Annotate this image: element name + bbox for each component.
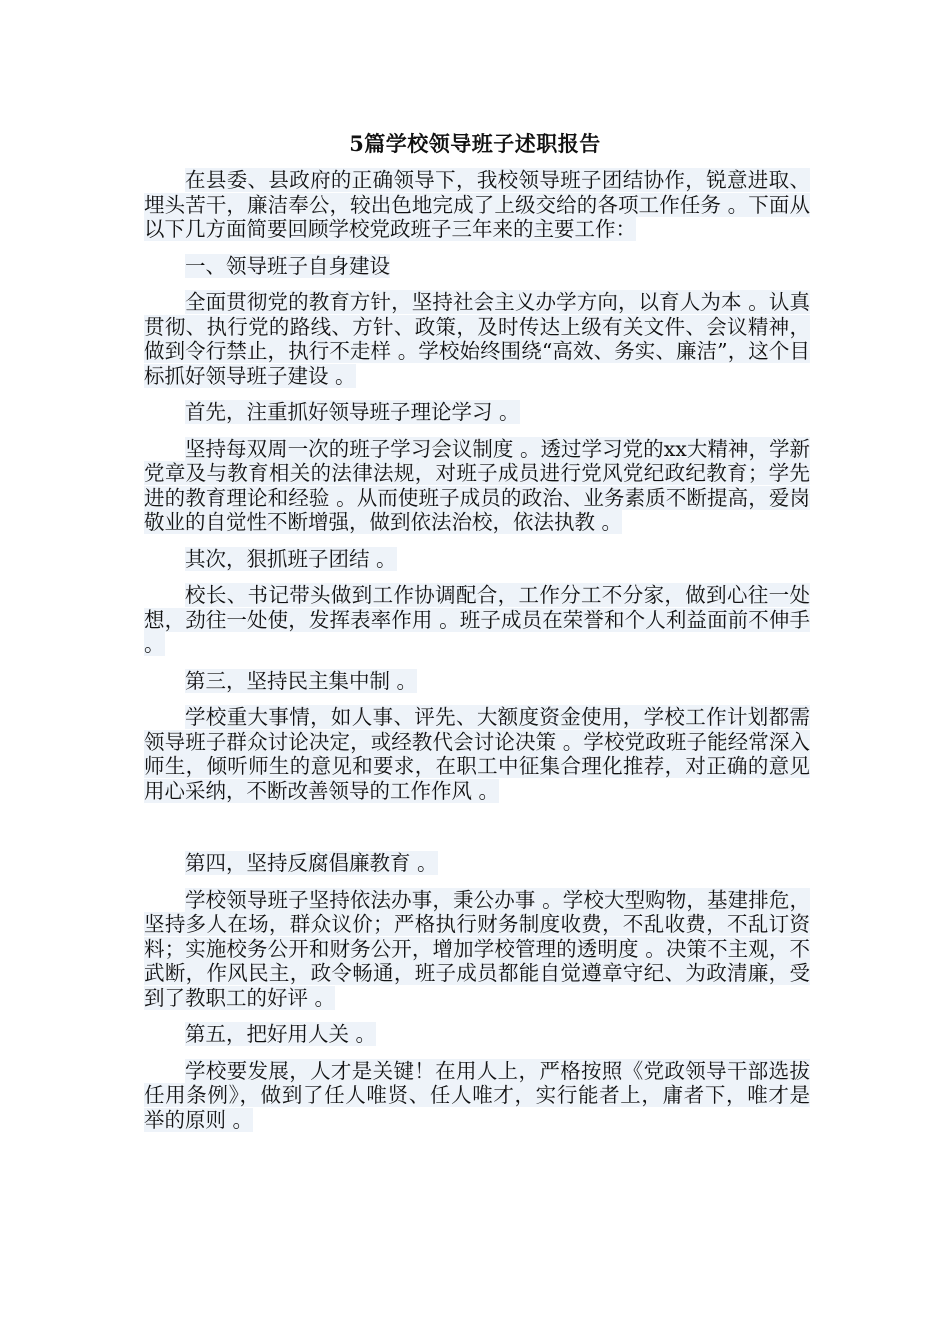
document-title: 5篇学校领导班子述职报告 [349, 131, 601, 156]
document-body [144, 168, 810, 1144]
paragraph-section-1: 全面贯彻党的教育方针，坚持社会主义办学方向，以育人为本 。认真贯彻、执行党的路线、方针、政策，及时传达上级有关文件、会议精神，做到令行禁止，执行不走样 。学校始终围绕“高效、务实、廉洁”，这个目标抓好领导班子建设 。 [144, 290, 810, 388]
paragraph-fifth: 学校要发展，人才是关键！在用人上，严格按照《党政领导干部选拔任用条例》，做到了任人唯贤、任人唯才，实行能者上，庸者下，唯才是举的原则 。 [144, 1058, 810, 1132]
subheading-fourth: 第四，坚持反腐倡廉教育 。 [185, 851, 438, 875]
subheading-fifth: 第五，把好用人关 。 [185, 1022, 377, 1046]
paragraph-fourth: 学校领导班子坚持依法办事，秉公办事 。学校大型购物，基建排危，坚持多人在场，群众议价；严格执行财务制度收费，不乱收费，不乱订资料；实施校务公开和财务公开，增加学校管理的透明度 。决策不主观，不武断，作风民主，政令畅通，班子成员都能自觉遵章守纪、为政清廉，受到了教职工的好评 。 [144, 887, 810, 1010]
paragraph-second: 校长、书记带头做到工作协调配合，工作分工不分家，做到心往一处想，劲往一处使，发挥表率作用 。班子成员在荣誉和个人利益面前不伸手 。 [144, 583, 810, 656]
section-heading-1: 一、领导班子自身建设 [185, 253, 390, 278]
paragraph-first: 坚持每双周一次的班子学习会议制度 。透过学习党的xx大精神，学新党章及与教育相关的法律法规，对班子成员进行党风党纪政纪教育；学先进的教育理论和经验 。从而使班子成员的政治、业务素质不断提高，爱岗敬业的自觉性不断增强，做到依法治校，依法执教 。 [144, 436, 810, 534]
subheading-first: 首先，注重抓好领导班子理论学习 。 [185, 400, 520, 424]
subheading-second: 其次，狠抓班子团结 。 [185, 546, 397, 571]
paragraph-third: 学校重大事情，如人事、评先、大额度资金使用，学校工作计划都需领导班子群众讨论决定，或经教代会讨论决策 。学校党政班子能经常深入师生，倾听师生的意见和要求，在职工中征集合理化推荐，对正确的意见用心采纳，不断改善领导的工作作风 。 [144, 705, 810, 803]
subheading-third: 第三，坚持民主集中制 。 [185, 668, 418, 693]
paragraph-intro: 在县委、县政府的正确领导下，我校领导班子团结协作，锐意进取、埋头苦干，廉洁奉公，较出色地完成了上级交给的各项工作任务 。下面从以下几方面简要回顾学校党政班子三年来的主要工作： [144, 168, 810, 241]
blank-line [144, 815, 810, 851]
